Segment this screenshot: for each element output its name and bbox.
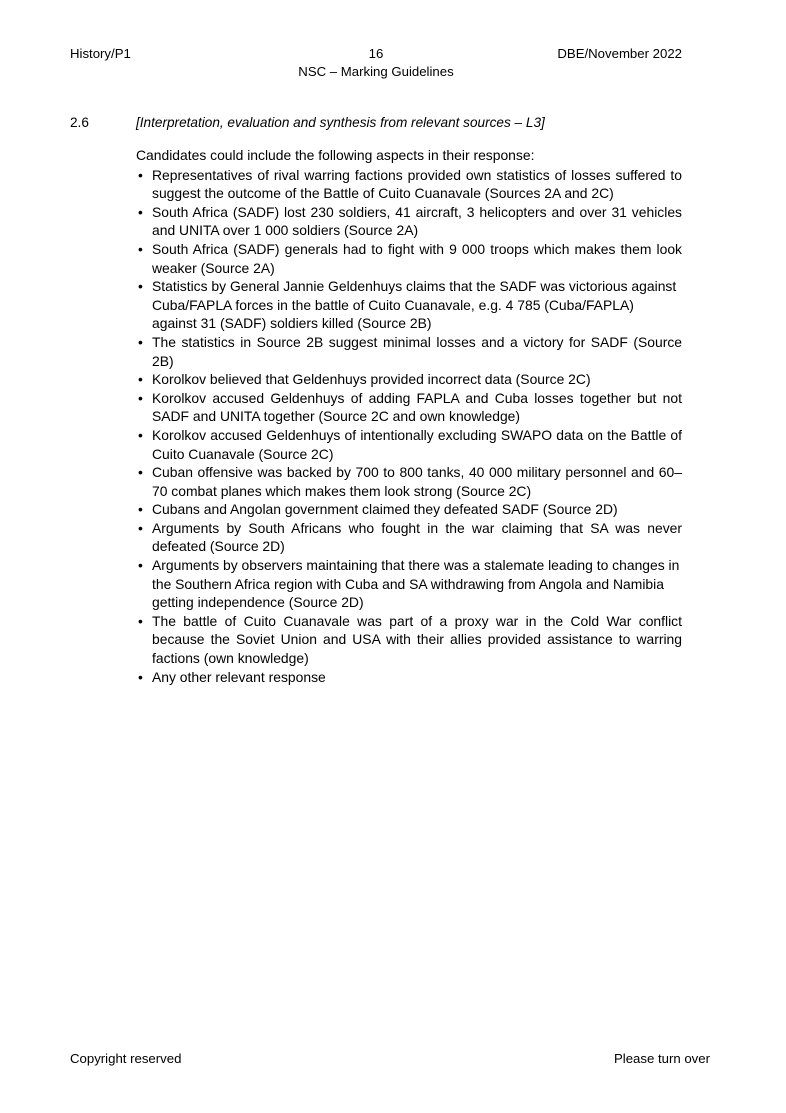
list-item [136, 166, 682, 203]
section-2-6 [70, 113, 682, 686]
bullet-icon: • [138, 203, 143, 220]
header-subject-paper: History/P1 [70, 46, 131, 61]
bullet-icon: • [138, 333, 143, 350]
list-item [136, 389, 682, 426]
section-number: 2.6 [70, 115, 89, 130]
footer-turn-over: Please turn over [613, 1051, 710, 1066]
list-item-text: Representatives of rival warring factions provided own statistics of losses suffered to suggest the outcome of the Battle of Cuito Cuanavale (Sources 2A and 2C) [152, 166, 682, 202]
list-item-text: Korolkov believed that Geldenhuys provided incorrect data (Source 2C) [152, 371, 591, 388]
bullet-icon: • [138, 371, 143, 388]
list-item-text: Statistics by General Jannie Geldenhuys claims that the SADF was victorious against Cuba/FAPLA forces in the battle of Cuito Cuanavale, e.g. 4 785 (Cuba/FAPLA) against 31 (SADF) soldiers killed (Source 2B) [152, 278, 677, 332]
bullet-icon: • [138, 389, 143, 406]
section-title: [Interpretation, evaluation and synthesis from relevant sources – L3] [136, 115, 545, 130]
list-item-text: The battle of Cuito Cuanavale was part of a proxy war in the Cold War conflict because the Soviet Union and USA with their allies provided assistance to warring factions (own knowledge) [152, 612, 682, 667]
list-item [136, 203, 682, 240]
page-header [70, 45, 682, 91]
list-item-text: South Africa (SADF) lost 230 soldiers, 41 aircraft, 3 helicopters and over 31 vehicles and UNITA over 1 000 soldiers (Source 2A) [152, 203, 682, 239]
list-item [136, 333, 682, 370]
list-item-text: Cuban offensive was backed by 700 to 800 tanks, 40 000 military personnel and 60–70 combat planes which makes them look strong (Source 2C) [152, 464, 682, 499]
page-content [70, 113, 682, 686]
bullet-icon: • [138, 166, 143, 183]
header-top-row [70, 45, 682, 62]
list-item [136, 556, 682, 612]
answer-bullet-list [136, 166, 682, 687]
list-item-text: Arguments by South Africans who fought in the war claiming that SA was never defeated (Source 2D) [152, 519, 682, 555]
bullet-icon: • [138, 519, 143, 536]
bullet-icon: • [138, 464, 143, 481]
bullet-icon: • [138, 240, 143, 257]
list-item-text: Any other relevant response [152, 668, 326, 685]
bullet-icon: • [138, 668, 143, 685]
list-item [136, 612, 682, 668]
header-exam-session: DBE/November 2022 [557, 46, 682, 61]
header-page-number: 16 [368, 46, 384, 61]
list-item [136, 463, 682, 500]
section-heading [70, 113, 682, 133]
list-item [136, 370, 682, 389]
list-item-text: The statistics in Source 2B suggest minimal losses and a victory for SADF (Source 2B) [152, 333, 682, 369]
list-item [136, 240, 682, 277]
bullet-icon: • [138, 278, 143, 295]
bullet-icon: • [138, 501, 143, 518]
list-item [136, 668, 682, 687]
list-item-text: Arguments by observers maintaining that there was a stalemate leading to changes in the Southern Africa region with Cuba and SA withdrawing from Angola and Namibia getting independence (Source 2D) [152, 557, 680, 611]
list-item [136, 519, 682, 556]
list-item-text: South Africa (SADF) generals had to fight with 9 000 troops which makes them look weaker (Source 2A) [152, 240, 682, 276]
list-item-text: Korolkov accused Geldenhuys of adding FAPLA and Cuba losses together but not SADF and UNITA together (Source 2C and own knowledge) [152, 389, 682, 425]
header-document-subtitle: NSC – Marking Guidelines [298, 64, 454, 79]
bullet-icon: • [138, 612, 143, 629]
bullet-icon: • [138, 426, 143, 443]
bullet-icon: • [138, 557, 143, 574]
list-item-text: Korolkov accused Geldenhuys of intentionally excluding SWAPO data on the Battle of Cuito Cuanavale (Source 2C) [152, 426, 682, 462]
list-item-text: Cubans and Angolan government claimed they defeated SADF (Source 2D) [152, 501, 618, 518]
list-item [136, 500, 682, 519]
list-item [136, 426, 682, 463]
section-intro-text: Candidates could include the following aspects in their response: [136, 147, 535, 163]
footer-copyright: Copyright reserved [70, 1051, 182, 1066]
page-footer [70, 1050, 710, 1068]
list-item [136, 277, 682, 333]
